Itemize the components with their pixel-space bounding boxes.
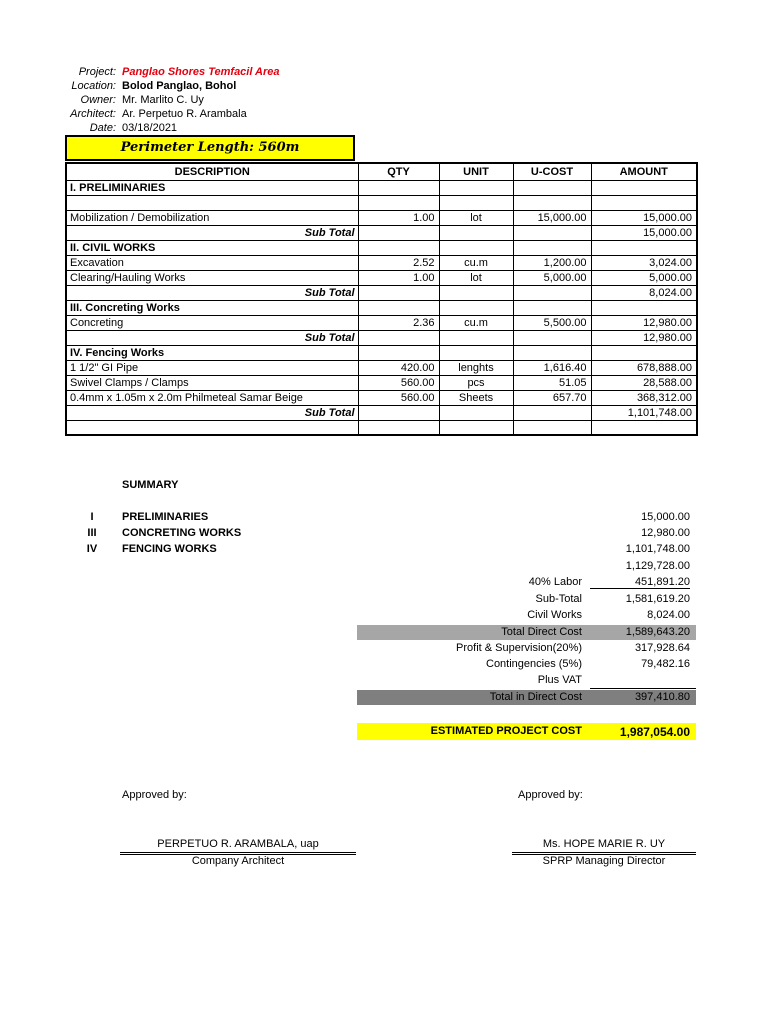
profit-supervision-amount: 317,928.64 <box>634 642 690 654</box>
col-header-ucost: U-COST <box>513 163 591 180</box>
item-description: Excavation <box>66 255 358 270</box>
subtotal-label: Sub-Total <box>535 593 582 605</box>
section-row <box>66 240 697 255</box>
architect-value: Ar. Perpetuo R. Arambala <box>122 108 247 120</box>
subtotal-amount: 1,101,748.00 <box>591 405 697 420</box>
subtotal-amount: 1,581,619.20 <box>625 593 690 605</box>
unit-cell <box>439 285 513 300</box>
contingencies-label: Contingencies (5%) <box>486 658 582 670</box>
col-header-amount: AMOUNT <box>591 163 697 180</box>
ucost-cell <box>513 300 591 315</box>
item-qty: 560.00 <box>358 375 439 390</box>
vat-underline <box>590 688 696 689</box>
qty-cell <box>358 240 439 255</box>
summary-items-total: 1,129,728.00 <box>625 560 690 572</box>
item-unit: cu.m <box>439 315 513 330</box>
item-description: 0.4mm x 1.05m x 2.0m Philmeteal Samar Beige <box>66 390 358 405</box>
summary-item-amount: 1,101,748.00 <box>625 543 690 555</box>
owner-value: Mr. Marlito C. Uy <box>122 94 204 106</box>
total-direct-cost-amount: 1,589,643.20 <box>625 626 690 638</box>
contingencies-amount: 79,482.16 <box>641 658 690 670</box>
blank-cell <box>358 420 439 435</box>
section-heading: II. CIVIL WORKS <box>66 240 358 255</box>
estimated-project-cost-label: ESTIMATED PROJECT COST <box>430 725 582 737</box>
profit-supervision-label: Profit & Supervision(20%) <box>456 642 582 654</box>
blank-cell <box>439 195 513 210</box>
item-description: Swivel Clamps / Clamps <box>66 375 358 390</box>
table-row <box>66 270 697 285</box>
amount-cell <box>591 300 697 315</box>
labor-amount: 451,891.20 <box>590 576 690 589</box>
summary-title: SUMMARY <box>122 479 179 491</box>
total-direct-cost-label: Total Direct Cost <box>501 626 582 638</box>
location-value: Bolod Panglao, Bohol <box>122 80 237 92</box>
qty-cell <box>358 225 439 240</box>
date-label: Date: <box>89 122 116 134</box>
unit-cell <box>439 180 513 195</box>
item-amount: 28,588.00 <box>591 375 697 390</box>
ucost-cell <box>513 330 591 345</box>
civil-works-amount: 8,024.00 <box>647 609 690 621</box>
subtotal-label: Sub Total <box>66 285 358 300</box>
blank-cell <box>439 420 513 435</box>
subtotal-row <box>66 285 697 300</box>
labor-label: 40% Labor <box>528 576 582 588</box>
architect-label: Architect: <box>70 108 116 120</box>
total-indirect-cost-amount: 397,410.80 <box>634 691 690 703</box>
subtotal-row <box>66 225 697 240</box>
col-header-unit: UNIT <box>439 163 513 180</box>
amount-cell <box>591 240 697 255</box>
qty-cell <box>358 405 439 420</box>
blank-cell <box>66 195 358 210</box>
item-description: Concreting <box>66 315 358 330</box>
item-unit: Sheets <box>439 390 513 405</box>
summary-item-label: PRELIMINARIES <box>122 511 209 523</box>
ucost-cell <box>513 405 591 420</box>
item-amount: 5,000.00 <box>591 270 697 285</box>
blank-cell <box>358 195 439 210</box>
unit-cell <box>439 345 513 360</box>
qty-cell <box>358 330 439 345</box>
item-description: 1 1/2" GI Pipe <box>66 360 358 375</box>
item-ucost: 5,000.00 <box>513 270 591 285</box>
total-indirect-cost-label: Total in Direct Cost <box>489 691 582 703</box>
table-row <box>66 210 697 225</box>
item-unit: lot <box>439 210 513 225</box>
summary-item-label: FENCING WORKS <box>122 543 217 555</box>
unit-cell <box>439 240 513 255</box>
item-ucost: 1,616.40 <box>513 360 591 375</box>
civil-works-label: Civil Works <box>527 609 582 621</box>
item-unit: pcs <box>439 375 513 390</box>
unit-cell <box>439 300 513 315</box>
ucost-cell <box>513 240 591 255</box>
subtotal-label: Sub Total <box>66 225 358 240</box>
unit-cell <box>439 330 513 345</box>
blank-row <box>66 195 697 210</box>
section-row <box>66 300 697 315</box>
section-heading: IV. Fencing Works <box>66 345 358 360</box>
approved-by-label-right: Approved by: <box>518 789 583 801</box>
summary-item-amount: 12,980.00 <box>641 527 690 539</box>
summary-item-num: III <box>87 527 97 539</box>
item-ucost: 15,000.00 <box>513 210 591 225</box>
subtotal-row <box>66 330 697 345</box>
table-row <box>66 375 697 390</box>
approved-by-label-left: Approved by: <box>122 789 187 801</box>
unit-cell <box>439 225 513 240</box>
blank-cell <box>591 420 697 435</box>
item-amount: 368,312.00 <box>591 390 697 405</box>
item-unit: cu.m <box>439 255 513 270</box>
amount-cell <box>591 180 697 195</box>
owner-label: Owner: <box>80 94 116 106</box>
col-header-qty: QTY <box>358 163 439 180</box>
section-heading: I. PRELIMINARIES <box>66 180 358 195</box>
location-label: Location: <box>71 80 116 92</box>
ucost-cell <box>513 180 591 195</box>
summary-item-label: CONCRETING WORKS <box>122 527 242 539</box>
section-heading: III. Concreting Works <box>66 300 358 315</box>
item-qty: 2.36 <box>358 315 439 330</box>
subtotal-amount: 15,000.00 <box>591 225 697 240</box>
item-amount: 678,888.00 <box>591 360 697 375</box>
unit-cell <box>439 405 513 420</box>
item-ucost: 5,500.00 <box>513 315 591 330</box>
blank-cell <box>66 420 358 435</box>
estimated-project-cost-amount: 1,987,054.00 <box>619 725 690 739</box>
left-signature-line <box>120 852 356 853</box>
subtotal-amount: 12,980.00 <box>591 330 697 345</box>
plus-vat-label: Plus VAT <box>537 674 582 686</box>
table-body <box>66 180 697 435</box>
blank-row <box>66 420 697 435</box>
item-unit: lenghts <box>439 360 513 375</box>
amount-cell <box>591 345 697 360</box>
qty-cell <box>358 180 439 195</box>
qty-cell <box>358 345 439 360</box>
item-qty: 560.00 <box>358 390 439 405</box>
item-qty: 2.52 <box>358 255 439 270</box>
perimeter-length-banner: Perimeter Length: 560m <box>65 135 355 161</box>
item-amount: 3,024.00 <box>591 255 697 270</box>
left-signatory-name: PERPETUO R. ARAMBALA, uap <box>157 838 319 850</box>
table-row <box>66 255 697 270</box>
right-signatory-name: Ms. HOPE MARIE R. UY <box>542 838 666 850</box>
project-label: Project: <box>78 66 116 78</box>
section-row <box>66 180 697 195</box>
table-row <box>66 315 697 330</box>
item-ucost: 657.70 <box>513 390 591 405</box>
item-ucost: 1,200.00 <box>513 255 591 270</box>
right-signatory-title: SPRP Managing Director <box>542 855 666 867</box>
col-header-description: DESCRIPTION <box>66 163 358 180</box>
qty-cell <box>358 285 439 300</box>
table-row <box>66 360 697 375</box>
subtotal-amount: 8,024.00 <box>591 285 697 300</box>
summary-item-num: I <box>90 511 94 523</box>
blank-cell <box>513 195 591 210</box>
bill-of-quantities-table <box>65 162 698 436</box>
ucost-cell <box>513 345 591 360</box>
subtotal-label: Sub Total <box>66 330 358 345</box>
item-description: Mobilization / Demobilization <box>66 210 358 225</box>
section-row <box>66 345 697 360</box>
right-signature-line <box>512 852 696 853</box>
date-value: 03/18/2021 <box>122 122 178 134</box>
table-row <box>66 390 697 405</box>
summary-item-num: IV <box>86 543 98 555</box>
qty-cell <box>358 300 439 315</box>
summary-item-amount: 15,000.00 <box>641 511 690 523</box>
item-amount: 12,980.00 <box>591 315 697 330</box>
subtotal-label: Sub Total <box>66 405 358 420</box>
left-signatory-title: Company Architect <box>191 855 285 867</box>
subtotal-row <box>66 405 697 420</box>
blank-cell <box>591 195 697 210</box>
item-qty: 420.00 <box>358 360 439 375</box>
item-ucost: 51.05 <box>513 375 591 390</box>
ucost-cell <box>513 225 591 240</box>
blank-cell <box>513 420 591 435</box>
item-description: Clearing/Hauling Works <box>66 270 358 285</box>
item-amount: 15,000.00 <box>591 210 697 225</box>
table-header-row <box>66 163 697 180</box>
item-unit: lot <box>439 270 513 285</box>
item-qty: 1.00 <box>358 270 439 285</box>
item-qty: 1.00 <box>358 210 439 225</box>
project-value: Panglao Shores Temfacil Area <box>122 66 280 78</box>
ucost-cell <box>513 285 591 300</box>
